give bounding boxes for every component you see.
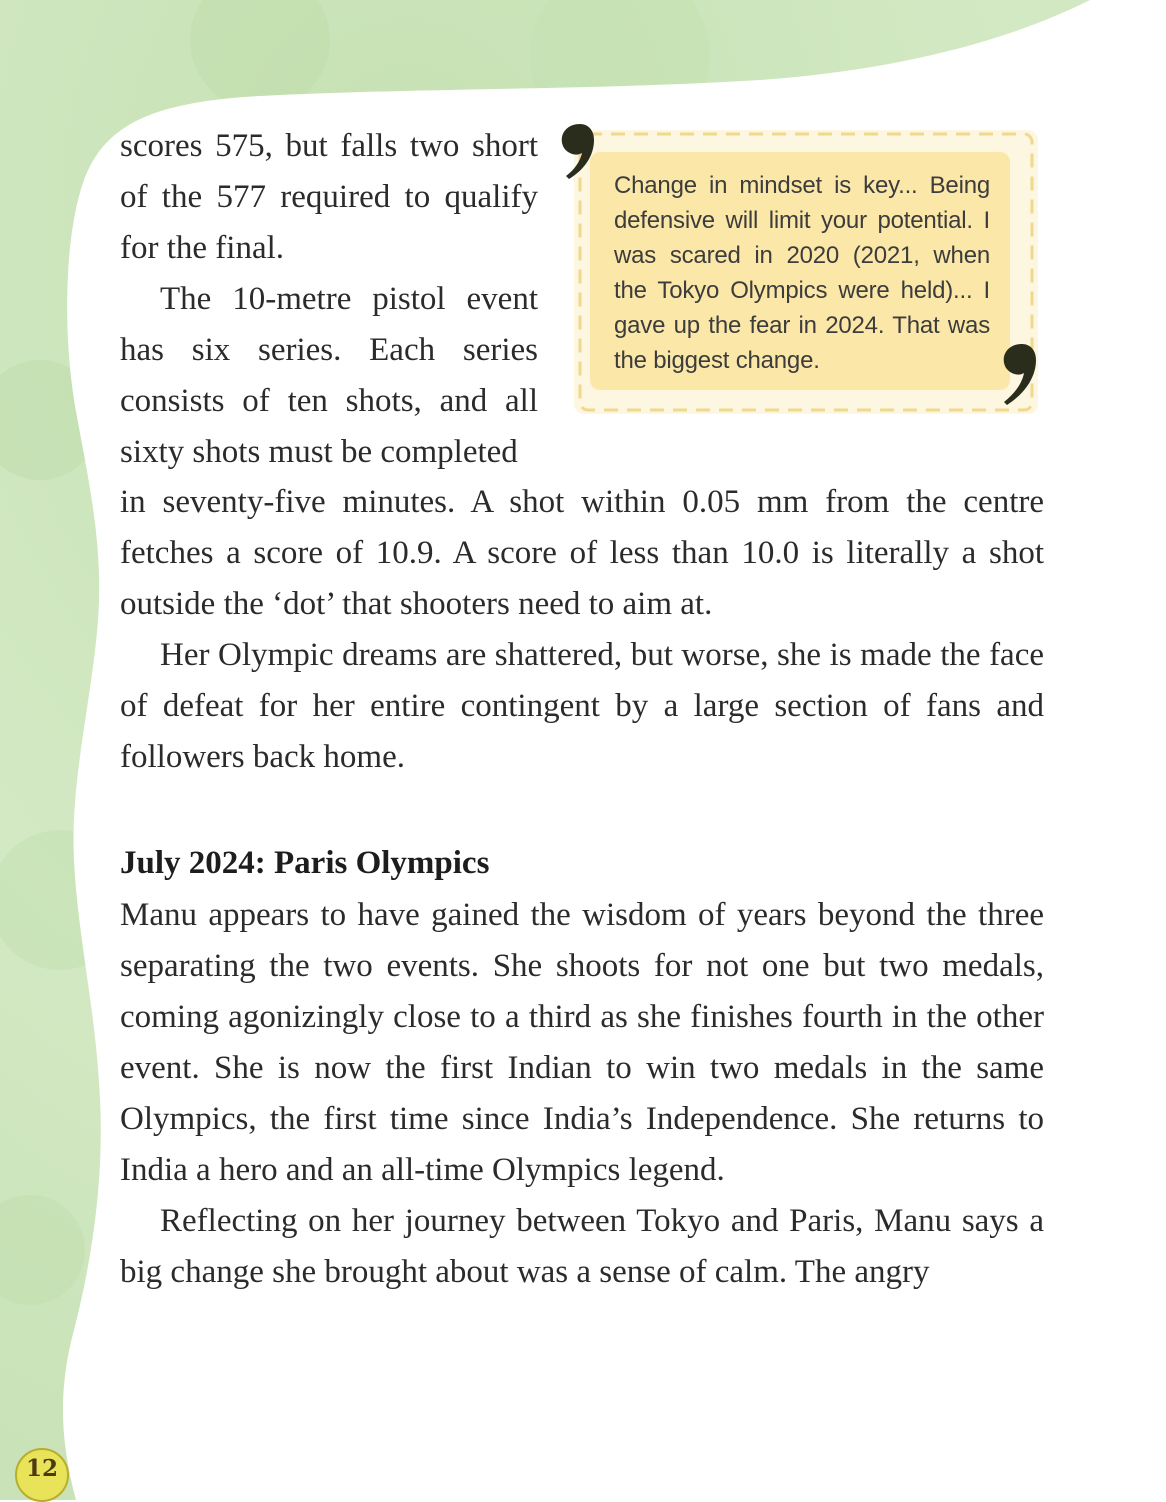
page-number: 12 [25, 1454, 58, 1482]
paragraph-pistol-event-continued: in seventy-five minutes. A shot within 0.05 mm from the centre fetches a score of 10.9. A score of less than 10.0 is literally a shot outside the ‘dot’ that shooters need to aim at. [120, 484, 1044, 622]
narrow-column [120, 121, 538, 478]
full-width-block [120, 477, 1044, 783]
paragraph-olympic-dreams: Her Olympic dreams are shattered, but worse, she is made the face of defeat for her entire contingent by a large section of fans and followers back home. [120, 637, 1044, 775]
paris-section-body [120, 890, 1044, 1298]
paragraph-qualification: scores 575, but falls two short of the 577 required to qualify for the final. [120, 128, 538, 266]
paragraph-reflecting: Reflecting on her journey between Tokyo and Paris, Manu says a big change she brought about was a sense of calm. The angry [120, 1203, 1044, 1290]
quote-callout [560, 118, 1042, 420]
paragraph-pistol-event-start: The 10-metre pistol event has six series. Each series consists of ten shots, and all sixty shots must be completed [120, 281, 538, 470]
quote-text: Change in mindset is key... Being defensive will limit your potential. I was scared in 2020 (2021, when the Tokyo Olympics were held)... I gave up the fear in 2024. That was the biggest change. [614, 172, 990, 374]
section-heading: July 2024: Paris Olympics [120, 845, 490, 881]
paragraph-paris-medals: Manu appears to have gained the wisdom of years beyond the three separating the two events. She shoots for not one but two medals, coming agonizingly close to a third as she finishes fourth in the other event. She is now the first Indian to win two medals in the same Olympics, the first time since India’s Independence. She returns to India a hero and an all-time Olympics legend. [120, 897, 1044, 1188]
page-number-badge [15, 1448, 69, 1502]
